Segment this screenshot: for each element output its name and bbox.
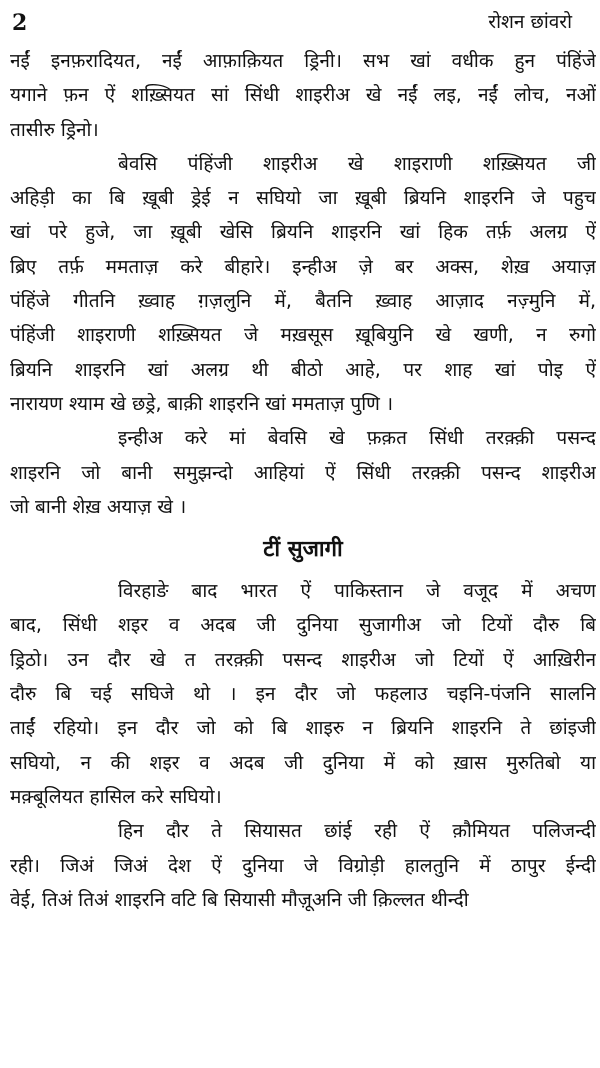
paragraph xyxy=(10,147,596,421)
text-line: वेई, तिअं तिअं शाइरनि वटि बि सियासी मौज़ूअनि जी क़िल्लत थीन्दी xyxy=(10,888,469,911)
paragraph xyxy=(10,44,596,147)
text-line: तासीरु ड्रिनो। xyxy=(10,118,99,141)
text-line: नईं इनफ़रादियत, नईं आफ़ाक़ियत ड्रिनी। सभ खां वधीक हुन पंहिंजे xyxy=(10,50,596,72)
running-title: रोशन छांवरो xyxy=(488,11,572,33)
text-line: बाद, सिंधी शइर व अदब जी दुनिया सुजागीअ जो टियों दौरु बि xyxy=(10,614,596,637)
text-line: दौरु बि चई सघिजे थो । इन दौर जो फहलाउ चइनि-पंजनि सालनि xyxy=(10,683,596,706)
text-line: विरहाङे बाद भारत ऐं पाकिस्तान जे वजूद में अचण xyxy=(118,580,596,603)
section-heading: टीं सुजागी xyxy=(263,537,343,563)
text-line: नारायण श्याम खे छड्रे, बाक़ी शाइरनि खां ममताज़ पुणि । xyxy=(10,392,394,415)
text-line: ताईं रहियो। इन दौर जो को बि शाइरु न ब्रियनि शाइरनि ते छांइजी xyxy=(10,717,596,740)
text-line: पंहिंजी शाइराणी शख़्सियत जे मख़सूस ख़ूबियुनि खे खणी, न रुगो xyxy=(10,324,596,347)
text-line: यगाने फ़न ऐं शख़्सियत सां सिंधी शाइरीअ खे नईं लइ, नईं लोच, नओं xyxy=(10,84,596,107)
text-line: सघियो, न की शइर व अदब जी दुनिया में को ख़ास मुरुतिबो या xyxy=(10,751,596,774)
text-line: रही। जिअं जिअं देश ऐं दुनिया जे विग्रोड़ी हालतुनि में ठापुर ईन्दी xyxy=(10,854,596,877)
text-line: शाइरनि जो बानी समुझन्दो आहियां ऐं सिंधी तरक़्क़ी पसन्द शाइरीअ xyxy=(10,461,596,484)
page-header xyxy=(10,0,596,44)
text-line: मक़्बूलियत हासिल करे सघियो। xyxy=(10,785,222,808)
paragraph xyxy=(10,421,596,524)
text-line: खां परे हुजे, जा ख़ूबी खेसि ब्रियनि शाइरनि खां हिक तर्फ़ अलग्र ऐं xyxy=(10,221,596,244)
text-line: जो बानी शेख़ अयाज़ खे । xyxy=(10,495,187,518)
paragraph xyxy=(10,574,596,814)
page-number: 2 xyxy=(12,10,28,36)
text-line: हिन दौर ते सियासत छांई रही ऐं क़ौमियत पलिजन्दी xyxy=(118,820,596,843)
text-line: इन्हीअ करे मां बेवसि खे फ़क़त सिंधी तरक़्क़ी पसन्द xyxy=(118,427,596,450)
text-line: ड्रिठो। उन दौर खे त तरक़्क़ी पसन्द शाइरीअ जो टियों ऐं आख़िरीन xyxy=(10,648,596,671)
body-text-before-heading xyxy=(10,44,596,524)
text-line: अहिड़ी का बि ख़ूबी ड्रेई न सघियो जा ख़ूबी ब्रियनि शाइरनि जे पहुच xyxy=(10,187,596,210)
text-line: ब्रिए तर्फ़ ममताज़ करे बीहारे। इन्हीअ ज़े बर अक्स, शेख़ अयाज़ xyxy=(10,255,596,278)
body-text-after-heading xyxy=(10,574,596,917)
text-line: बेवसि पंहिंजी शाइरीअ खे शाइराणी शख़्सियत जी xyxy=(118,152,596,175)
paragraph xyxy=(10,814,596,917)
text-line: पंहिंजे गीतनि ख़्वाह ग़ज़लुनि में, बैतनि ख़्वाह आज़ाद नज़्मुनि में, xyxy=(10,290,596,313)
text-line: ब्रियनि शाइरनि खां अलग्र थी बीठो आहे, पर शाह खां पोइ ऐं xyxy=(10,358,596,381)
